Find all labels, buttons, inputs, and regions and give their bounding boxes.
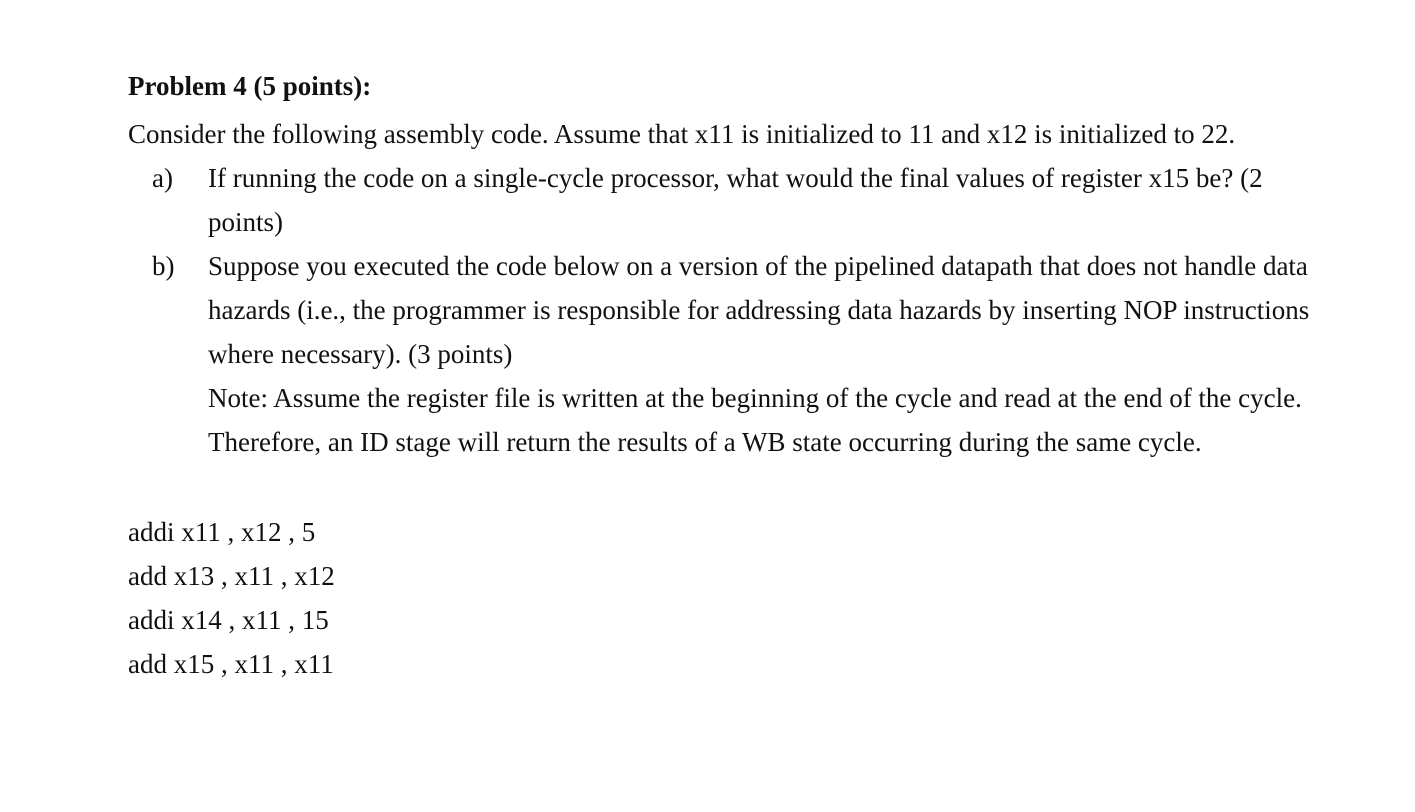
- question-part-a: [128, 156, 1318, 244]
- code-line: add x15 , x11 , x11: [128, 649, 334, 679]
- part-text: If running the code on a single-cycle processor, what would the final values of register x15 be? (2 points): [208, 163, 1263, 237]
- part-label: b): [152, 251, 175, 281]
- question-part-b: [128, 244, 1318, 464]
- question-parts: [128, 156, 1318, 464]
- problem-title: Problem 4 (5 points):: [128, 71, 372, 101]
- part-note: Note: Assume the register file is written at the beginning of the cycle and read at the end of the cycle. Therefore, an ID stage will return the results of a WB state occurring during the same cycle.: [208, 383, 1302, 457]
- part-label: a): [152, 163, 173, 193]
- part-text: Suppose you executed the code below on a version of the pipelined datapath that does not handle data hazards (i.e., the programmer is responsible for addressing data hazards by inserting NOP instructions where necessary). (3 points): [208, 251, 1310, 369]
- problem-intro: Consider the following assembly code. Assume that x11 is initialized to 11 and x12 is initialized to 22.: [128, 119, 1236, 149]
- problem-document: [128, 64, 1318, 686]
- code-line: addi x11 , x12 , 5: [128, 517, 316, 547]
- assembly-code: [128, 510, 1318, 686]
- code-line: add x13 , x11 , x12: [128, 561, 335, 591]
- code-line: addi x14 , x11 , 15: [128, 605, 329, 635]
